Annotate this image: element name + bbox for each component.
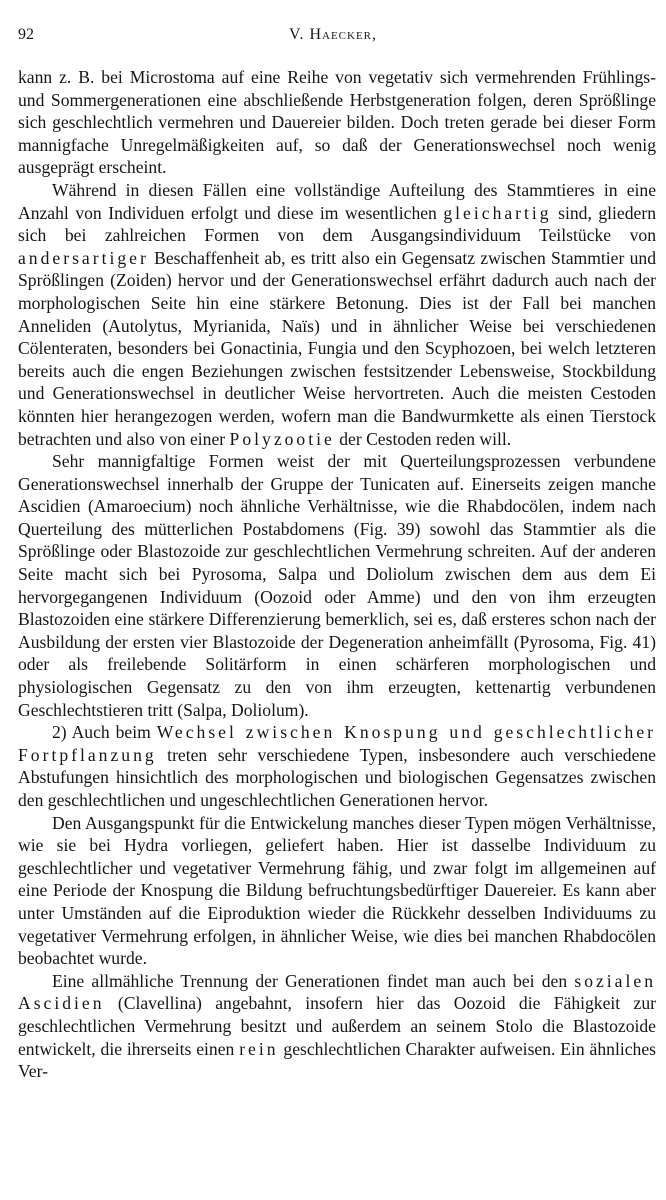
emphasis-spaced: andersartiger <box>18 247 149 268</box>
emphasis-spaced: gleichartig <box>443 202 552 223</box>
emphasis-spaced: rein <box>239 1038 279 1059</box>
running-title: V. Haecker, <box>288 26 378 43</box>
paragraph <box>18 66 656 179</box>
page-number: 92 <box>18 26 34 43</box>
text-run: sind, gliedern sich bei zahlreichen Formen von dem Ausgangsindividuum Teilstücke von <box>18 202 657 246</box>
paragraph <box>18 450 656 721</box>
paragraph <box>18 179 656 450</box>
text-run: der Cestoden reden will. <box>334 428 512 449</box>
text-run: kann z. B. bei Microstoma auf eine Reihe von vegetativ sich vermehrenden Frühlings- und Sommergenerationen eine abschließende Herbstgeneration folgen, deren Sprößlinge sich geschlechtlich vermehren und Dauereier bilden. Doch treten gerade bei dieser Form mannigfache Unregelmäßigkeiten auf, so daß der Generationswechsel noch wenig ausgeprägt erscheint. <box>18 67 656 178</box>
paragraph <box>18 721 656 811</box>
text-run: geschlechtlichen Charakter aufweisen. Ein ähnliches Ver- <box>18 1038 657 1082</box>
text-run: Eine allmähliche Trennung der Generationen findet man auch bei den <box>52 970 575 991</box>
emphasis-spaced: sozialen Ascidien <box>18 970 656 1014</box>
text-run: Während in diesen Fällen eine vollständige Aufteilung des Stammtieres in eine Anzahl von Individuen erfolgt und diese im wesentlichen <box>18 179 656 223</box>
text-run: treten sehr verschiedene Typen, insbesondere auch verschiedene Abstufungen hinsichtlich des morphologischen und biologischen Gegensatzes zwischen den geschlechtlichen und ungeschlechtlichen Generationen hervor. <box>18 744 656 810</box>
emphasis-spaced: Polyzootie <box>229 428 335 449</box>
emphasis-spaced: Wechsel zwischen Knospung und geschlechtlicher Fortpflanzung <box>18 722 657 765</box>
text-run: Beschaffenheit ab, es tritt also ein Gegensatz zwischen Stammtier und Sprößlingen (Zoiden) hervor und der Generationswechsel erfährt dadurch auch nach der morphologischen Seite hin eine stärkere Betonung. Dies ist der Fall bei manchen Anneliden (Autolytus, Myrianida, Naïs) und in ähnlicher Weise bei verschiedenen Cölenteraten, besonders bei Gonactinia, Fungia und den Scyphozoen, bei welch letzteren bereits auch die engen Beziehungen zwischen festsitzender Lebensweise, Stockbildung und Generationswechsel in deutlicher Weise hervortreten. Auch die meisten Cestoden könnten hier herangezogen werden, wofern man die Bandwurmkette als einen Tierstock betrachten und also von einer <box>18 247 656 449</box>
paragraph <box>18 970 656 1083</box>
text-run: 2) Auch beim <box>52 722 157 743</box>
paragraph <box>18 812 656 970</box>
running-head <box>14 20 652 46</box>
text-run: Sehr mannigfaltige Formen weist der mit Querteilungsprozessen verbundene Generationswechsel innerhalb der Gruppe der Tunicaten auf. Einerseits zeigen manche Ascidien (Amaroecium) noch ähnliche Verhältnisse, wie die Rhabdocölen, indem nach Querteilung des mütterlichen Postabdomens (Fig. 39) sowohl das Stammtier als die Sprößlinge oder Blastozoide zur geschlechtlichen Vermehrung schreiten. Auf der anderen Seite macht sich bei Pyrosoma, Salpa und Doliolum zwischen dem aus dem Ei hervorgegangenen Individuum (Oozoid oder Amme) und den von ihm erzeugten Blastozoiden eine stärkere Differenzierung bemerklich, sei es, daß ersteres schon nach der Ausbildung der ersten vier Blastozoide der Degeneration anheimfällt (Pyrosoma, Fig. 41) oder als freilebende Solitärform in einen schärferen morphologischen und physiologischen Gegensatz zu den von ihm erzeugten, kettenartig verbundenen Geschlechtstieren tritt (Salpa, Doliolum). <box>18 451 656 720</box>
text-run: Den Ausgangspunkt für die Entwickelung manches dieser Typen mögen Verhältnisse, wie sie bei Hydra vorliegen, geliefert haben. Hier ist dasselbe Individuum zu geschlechtlicher und vegetativer Vermehrung fähig, und zwar folgt im allgemeinen auf eine Periode der Knospung die Bildung befruchtungsbedürftiger Dauereier. Es kann aber unter Umständen auf die Eiproduktion wieder die Rückkehr desselben Individuums zu vegetativer Vermehrung erfolgen, in ähnlicher Weise, wie dies bei manchen Rhabdocölen beobachtet wurde. <box>18 812 656 969</box>
body-text <box>18 66 656 1083</box>
text-run: (Clavellina) angebahnt, insofern hier das Oozoid die Fähigkeit zur geschlechtlichen Vermehrung besitzt und außerdem an seinem Stolo die Blastozoide entwickelt, die ihrerseits einen <box>18 993 656 1059</box>
